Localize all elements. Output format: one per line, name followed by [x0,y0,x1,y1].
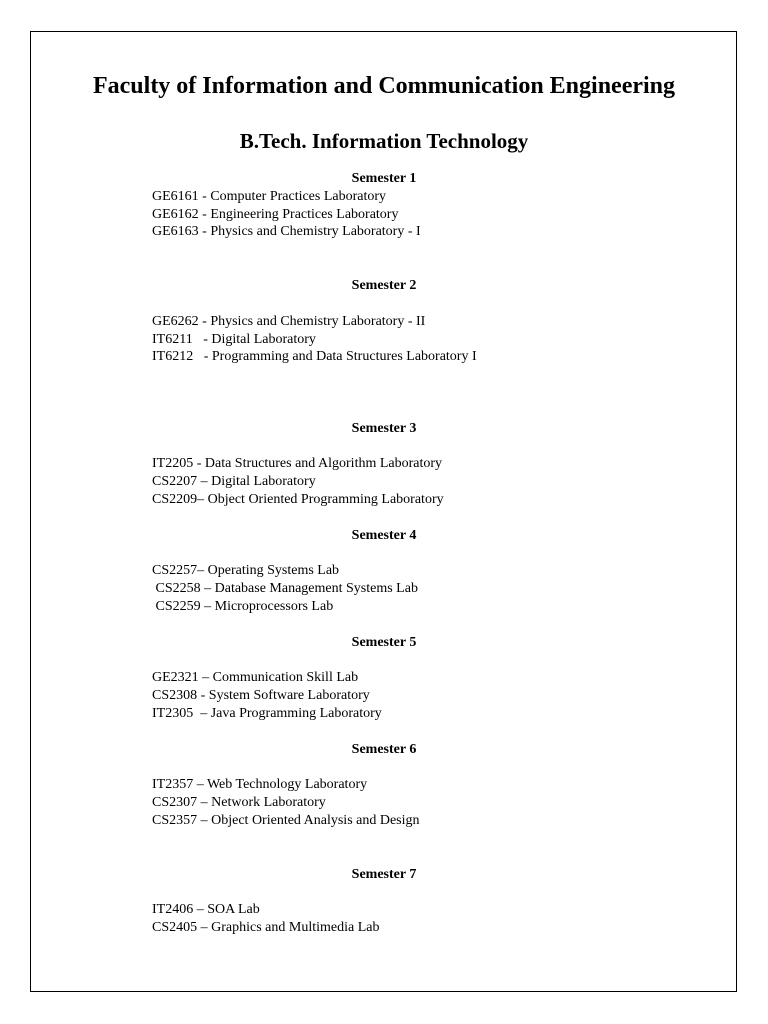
semester-3-heading: Semester 3 [351,421,417,436]
semester-7-course: CS2405 – Graphics and Multimedia Lab [152,920,380,935]
semester-3-course: CS2207 – Digital Laboratory [152,474,316,489]
semester-5-course: GE2321 – Communication Skill Lab [152,670,359,685]
semester-1-course: GE6162 - Engineering Practices Laboratory [152,207,399,222]
semester-4-course: CS2257– Operating Systems Lab [152,563,340,578]
semester-2-course: IT6212 - Programming and Data Structures Laboratory I [152,349,477,364]
semester-7-heading: Semester 7 [351,867,417,882]
semester-2-heading: Semester 2 [351,278,417,293]
semester-2-course: IT6211 - Digital Laboratory [152,332,316,347]
semester-4-course: CS2259 – Microprocessors Lab [152,599,334,614]
semester-3-course: CS2209– Object Oriented Programming Laboratory [152,492,444,507]
semester-2-course: GE6262 - Physics and Chemistry Laboratory - II [152,314,426,329]
program-title: B.Tech. Information Technology [239,129,529,153]
semester-6-heading: Semester 6 [351,742,417,757]
semester-4-course: CS2258 – Database Management Systems Lab [152,581,418,596]
semester-5-course: CS2308 - System Software Laboratory [152,688,370,703]
semester-1-course: GE6161 - Computer Practices Laboratory [152,189,387,204]
semester-4-heading: Semester 4 [351,528,417,543]
semester-6-course: IT2357 – Web Technology Laboratory [152,777,368,792]
semester-5-course: IT2305 – Java Programming Laboratory [152,706,382,721]
semester-1-course: GE6163 - Physics and Chemistry Laboratory - I [152,224,421,239]
semester-6-course: CS2307 – Network Laboratory [152,795,326,810]
semester-5-heading: Semester 5 [351,635,417,650]
semester-6-course: CS2357 – Object Oriented Analysis and Design [152,813,420,828]
semester-1-heading: Semester 1 [351,171,417,186]
semester-7-course: IT2406 – SOA Lab [152,902,260,917]
faculty-title: Faculty of Information and Communication Engineering [92,73,676,99]
semester-3-course: IT2205 - Data Structures and Algorithm Laboratory [152,456,443,471]
